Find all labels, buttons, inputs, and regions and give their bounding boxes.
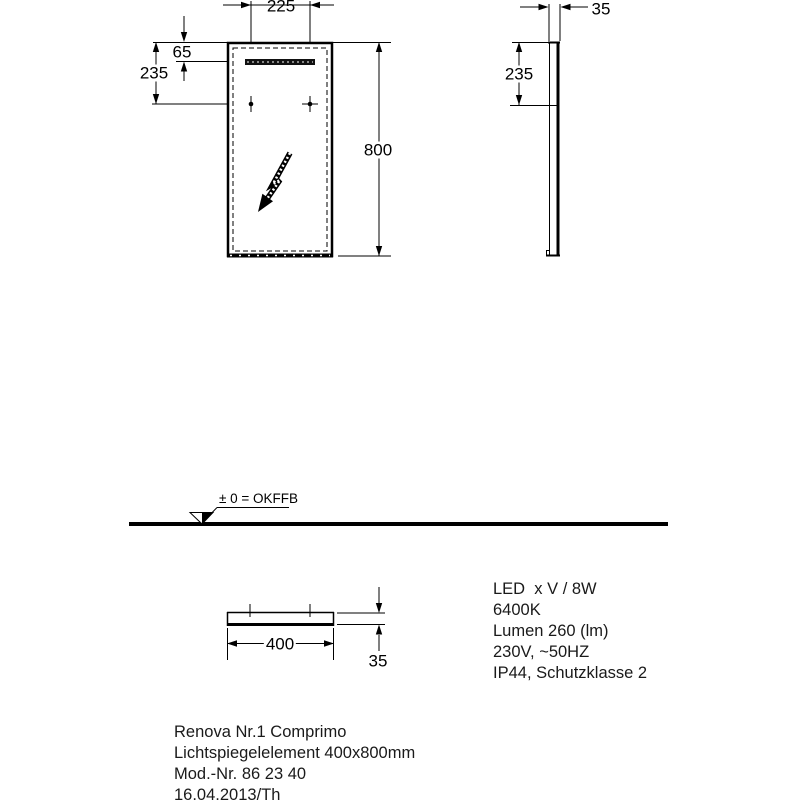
- title-date-revision: 16.04.2013/Th: [174, 786, 281, 800]
- dim-side-mount-offset-label: 235: [504, 64, 534, 84]
- spec-line-voltage: 230V, ~50HZ: [493, 643, 590, 661]
- spec-line-protection: IP44, Schutzklasse 2: [493, 664, 648, 682]
- spec-line-power: LED x V / 8W: [493, 580, 597, 598]
- title-product-desc: Lichtspiegelelement 400x800mm: [174, 744, 416, 762]
- spec-block: [493, 579, 647, 684]
- dim-front-width-label: 225: [266, 0, 296, 16]
- led-strip: [245, 59, 315, 65]
- title-model-number: Mod.-Nr. 86 23 40: [174, 765, 307, 783]
- datum-label: ± 0 = OKFFB: [219, 491, 299, 506]
- spec-line-color-temp: 6400K: [493, 601, 541, 619]
- title-product-name: Renova Nr.1 Comprimo: [174, 723, 347, 741]
- dim-front-height-label: 800: [363, 140, 393, 160]
- dim-front-mount-offset-label: 235: [139, 63, 169, 83]
- dim-bottom-width-label: 400: [265, 634, 295, 654]
- floor-line: [129, 508, 668, 525]
- side-view: [510, 4, 588, 256]
- dim-bottom-depth-label: 35: [368, 651, 388, 671]
- dim-side-depth-label: 35: [591, 0, 611, 19]
- spec-line-lumen: Lumen 260 (lm): [493, 622, 609, 640]
- title-block: [174, 722, 415, 800]
- front-view: [152, 1, 391, 256]
- dim-front-led-offset-label: 65: [172, 42, 192, 62]
- bottom-view: [227, 587, 385, 660]
